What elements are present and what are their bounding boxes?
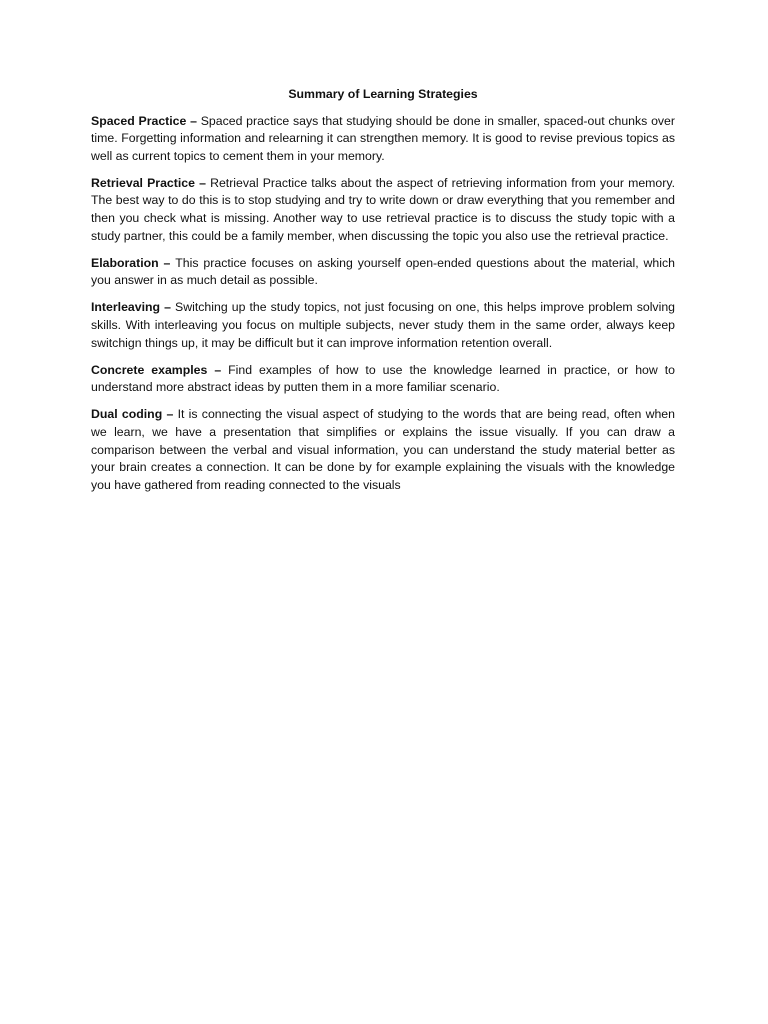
section-concrete-examples — [91, 362, 675, 397]
section-term: Spaced Practice – — [91, 113, 201, 128]
section-retrieval-practice — [91, 175, 675, 245]
section-dual-coding — [91, 406, 675, 494]
section-body: Retrieval Practice talks about the aspect of retrieving information from your memory. The best way to do this is to stop studying and try to write down or draw everything that you remember and then you check what is missing. Another way to use retrieval practice is to discuss the study topic with a study partner, this could be a family member, when discussing the topic you also use the retrieval practice. — [91, 175, 675, 243]
document-content — [91, 86, 675, 504]
section-body: Switching up the study topics, not just focusing on one, this helps improve problem solving skills. With interleaving you focus on multiple subjects, never study them in the same order, always keep switchign things up, it may be difficult but it can improve information retention overall. — [91, 300, 675, 350]
section-spaced-practice — [91, 113, 675, 166]
section-body: Find examples of how to use the knowledge learned in practice, or how to understand more abstract ideas by putten them in a more familiar scenario. — [91, 362, 675, 395]
section-interleaving — [91, 299, 675, 352]
section-term: Elaboration – — [91, 255, 176, 270]
section-term: Concrete examples – — [91, 362, 229, 377]
section-elaboration — [91, 255, 675, 290]
section-term: Retrieval Practice – — [91, 175, 211, 190]
section-term: Dual coding – — [91, 407, 178, 422]
section-body: It is connecting the visual aspect of studying to the words that are being read, often when we learn, we have a presentation that simplifies or explains the issue visually. If you can draw a comparison between the verbal and visual information, you can understand the study material better as your brain creates a connection. It can be done by for example explaining the visuals with the knowledge you have gathered from reading connected to the visuals — [91, 407, 675, 492]
section-term: Interleaving – — [91, 300, 176, 315]
section-body: This practice focuses on asking yourself open-ended questions about the material, which you answer in as much detail as possible. — [91, 255, 675, 288]
section-body: Spaced practice says that studying should be done in smaller, spaced-out chunks over time. Forgetting information and relearning it can strengthen memory. It is good to revise previous topics as well as current topics to cement them in your memory. — [91, 113, 675, 163]
document-title: Summary of Learning Strategies — [288, 87, 478, 101]
